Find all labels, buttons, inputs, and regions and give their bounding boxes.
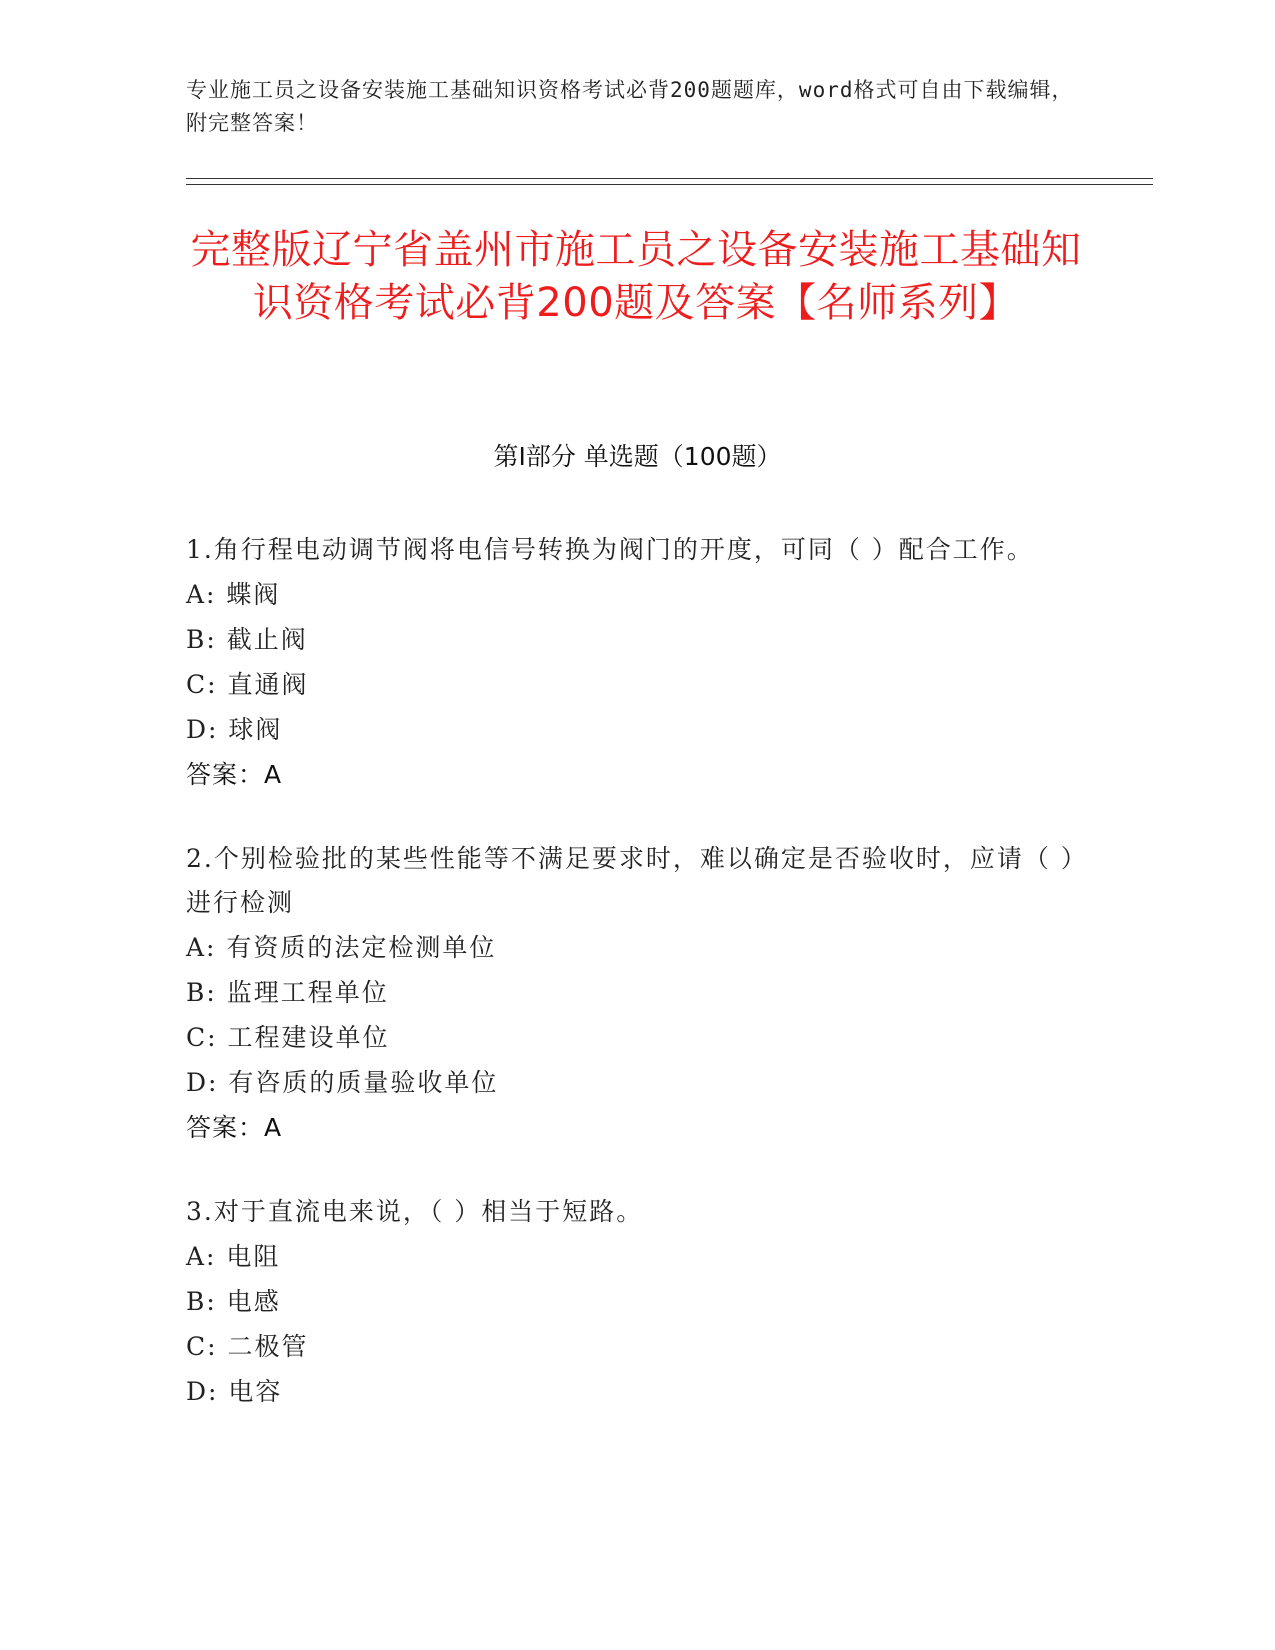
option-c: C: 工程建设单位 bbox=[186, 1023, 390, 1052]
question-text: 1.角行程电动调节阀将电信号转换为阀门的开度，可同（ ）配合工作。 bbox=[186, 535, 1034, 564]
question-text: 2.个别检验批的某些性能等不满足要求时，难以确定是否验收时，应请（ ）进行检测 bbox=[186, 844, 1076, 917]
header-divider-top bbox=[186, 178, 1153, 179]
option-d: D: 电容 bbox=[186, 1377, 283, 1406]
option-c: C: 直通阀 bbox=[186, 670, 309, 699]
option-a: A: 电阻 bbox=[186, 1242, 281, 1271]
option-a: A: 蝶阀 bbox=[186, 580, 281, 609]
question-3 bbox=[186, 1190, 1086, 1414]
header-divider-bottom bbox=[186, 184, 1153, 185]
answer: 答案：A bbox=[186, 760, 283, 789]
question-2 bbox=[186, 837, 1086, 1150]
section-title: 第Ⅰ部分 单选题（100题） bbox=[493, 442, 782, 471]
question-1 bbox=[186, 528, 1086, 797]
option-d: D: 球阀 bbox=[186, 715, 283, 744]
option-b: B: 电感 bbox=[186, 1287, 281, 1316]
document-title: 完整版辽宁省盖州市施工员之设备安装施工基础知识资格考试必背200题及答案【名师系列】 bbox=[190, 227, 1082, 326]
option-b: B: 监理工程单位 bbox=[186, 978, 389, 1007]
header-note: 专业施工员之设备安装施工基础知识资格考试必背200题题库，word格式可自由下载编辑，附完整答案！ bbox=[186, 78, 1074, 135]
option-d: D: 有咨质的质量验收单位 bbox=[186, 1068, 499, 1097]
option-a: A: 有资质的法定检测单位 bbox=[186, 933, 497, 962]
answer: 答案：A bbox=[186, 1113, 283, 1142]
option-c: C: 二极管 bbox=[186, 1332, 309, 1361]
question-text: 3.对于直流电来说，（ ）相当于短路。 bbox=[186, 1197, 644, 1226]
question-list bbox=[186, 528, 1086, 1454]
option-b: B: 截止阀 bbox=[186, 625, 308, 654]
